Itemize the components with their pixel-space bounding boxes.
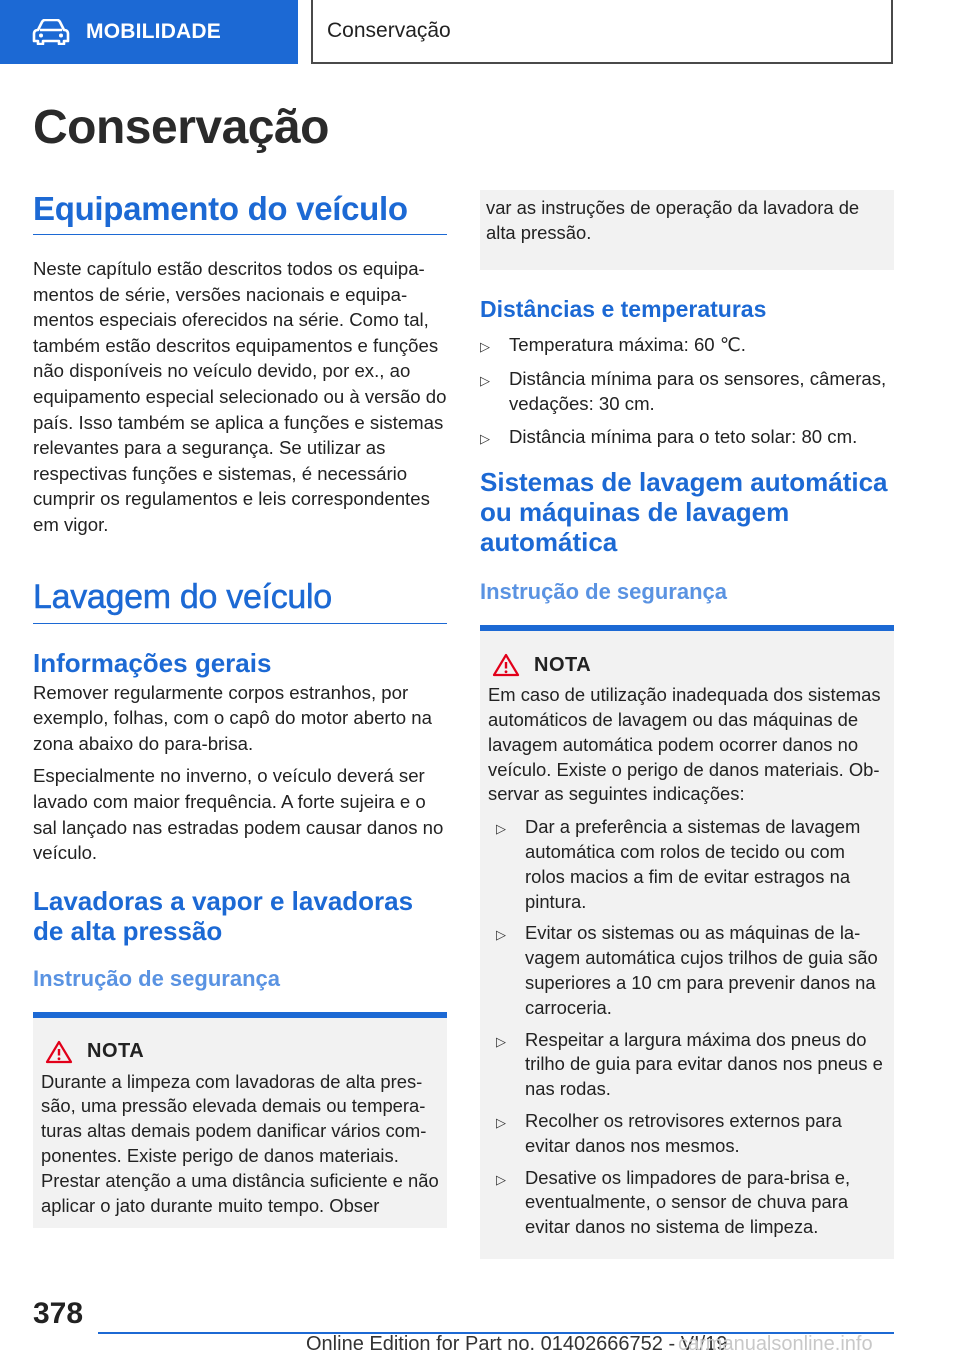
page-number: 378 (33, 1297, 84, 1330)
warning-header (41, 1040, 439, 1064)
bullet-triangle-icon: ▷ (496, 1033, 506, 1049)
right-column (480, 190, 894, 1259)
warning-triangle-icon (492, 653, 520, 677)
heading-equipamento: Equipamento do veículo (33, 190, 447, 235)
list-item: ▷ Desative os limpadores de para-brisa e, eventualmente, o sensor de chuva para evitar danos no sistema de limpeza. (496, 1166, 886, 1240)
warning-box (33, 1012, 447, 1229)
bullet-triangle-icon: ▷ (480, 338, 490, 354)
warning-header-2 (488, 653, 886, 677)
footer-watermark: carmanualsonline.info (678, 1333, 873, 1355)
bullet-triangle-icon: ▷ (480, 430, 490, 446)
bullet-triangle-icon: ▷ (496, 927, 506, 943)
warning-text-2: Em caso de utilização inadequada dos sistemas automáticos de lavagem ou das máquinas de lavagem automática podem ocorrer danos no veículo. Existe o perigo de danos materiais. Observar as seguintes indicações: (488, 684, 881, 805)
warning-list (488, 815, 886, 1240)
warning-box-continued (480, 190, 894, 270)
section-tab-label: MOBILIDADE (86, 20, 221, 43)
heading-instrucao-seguranca: Instrução de segurança (33, 965, 280, 991)
section-tab-mobilidade[interactable] (0, 0, 298, 64)
list-item: ▷ Respeitar a largura máxima dos pneus do trilho de guia para evitar danos nos pneus e nas rodas. (496, 1028, 886, 1102)
footer-edition: Online Edition for Part no. 01402666752 - VI/19 (306, 1333, 728, 1355)
warning-label-2: NOTA (534, 653, 592, 676)
distances-list (480, 332, 894, 452)
chapter-tab-label: Conservação (327, 19, 451, 42)
heading-instrucao-seguranca-2: Instrução de segurança (480, 579, 727, 605)
heading-sistemas-lavagem-automatica: Sistemas de lavagem automática ou máquinas de lavagem automática (480, 467, 888, 558)
heading-lavadoras-vapor: Lavadoras a vapor e lavadoras de alta pressão (33, 885, 414, 946)
warning-label: NOTA (87, 1040, 145, 1063)
bullet-triangle-icon: ▷ (496, 1171, 506, 1187)
chapter-tab-conservacao[interactable] (311, 0, 893, 64)
paragraph-equipamento: Neste capítulo estão descritos todos os equipamentos de série, versões nacionais e equipamentos especiais oferecidos na série. Como tal, também estão descritos equipamentos e funções não disponíveis no veículo devido, por ex., ao equipamento especial selecionado ou à versão do país. Isso também se aplica a funções e sistemas relevantes para a segurança. Se utilizar as respectivas funções e sistemas, é necessário cumprir os regulamentos e leis correspondentes em vigor. (33, 258, 447, 535)
left-column (33, 190, 447, 1228)
bullet-triangle-icon: ▷ (496, 1114, 506, 1130)
warning-text-continued: var as instruções de operação da lavadora de alta pressão. (486, 197, 860, 243)
list-item: ▷ Evitar os sistemas ou as máquinas de lavagem automática cujos trilhos de guia são superiores a 10 cm para prevenir danos na carroceria. (496, 921, 886, 1020)
heading-lavagem: Lavagem do veículo (33, 578, 447, 624)
warning-text: Durante a limpeza com lavadoras de alta pressão, uma pressão elevada demais ou temperaturas altas demais podem danificar vários componentes. Existe perigo de danos materiais. Prestar atenção a uma distância suficiente e não aplicar o jato durante muito tempo. Obser (41, 1070, 439, 1216)
car-icon (32, 18, 70, 46)
heading-informacoes-gerais: Informações gerais (33, 647, 272, 678)
list-item: ▷ Dar a preferência a sistemas de lavagem automática com rolos de tecido ou com rolos macios a fim de evitar estragos na pintura. (496, 815, 886, 914)
list-item: ▷ Distância mínima para os sensores, câmeras, vedações: 30 cm. (480, 366, 894, 417)
warning-triangle-icon (45, 1040, 73, 1064)
page-title: Conservação (33, 101, 329, 154)
heading-distancias: Distâncias e temperaturas (480, 295, 767, 322)
list-item: ▷ Temperatura máxima: 60 ℃. (480, 332, 894, 359)
paragraph-informacoes-2: Especialmente no inverno, o veículo deverá ser lavado com maior frequência. A forte sujeira e o sal lançado nas estradas podem causar danos no veículo. (33, 765, 444, 864)
warning-box-2 (480, 625, 894, 1259)
bullet-triangle-icon: ▷ (496, 821, 506, 837)
bullet-triangle-icon: ▷ (480, 373, 490, 388)
list-item: ▷ Recolher os retrovisores externos para evitar danos nos mesmos. (496, 1109, 886, 1159)
paragraph-informacoes-1: Remover regularmente corpos estranhos, por exemplo, folhas, com o capô do motor aberto na zona abaixo do para-brisa. (33, 681, 432, 754)
list-item: ▷ Distância mínima para o teto solar: 80 cm. (480, 424, 894, 451)
